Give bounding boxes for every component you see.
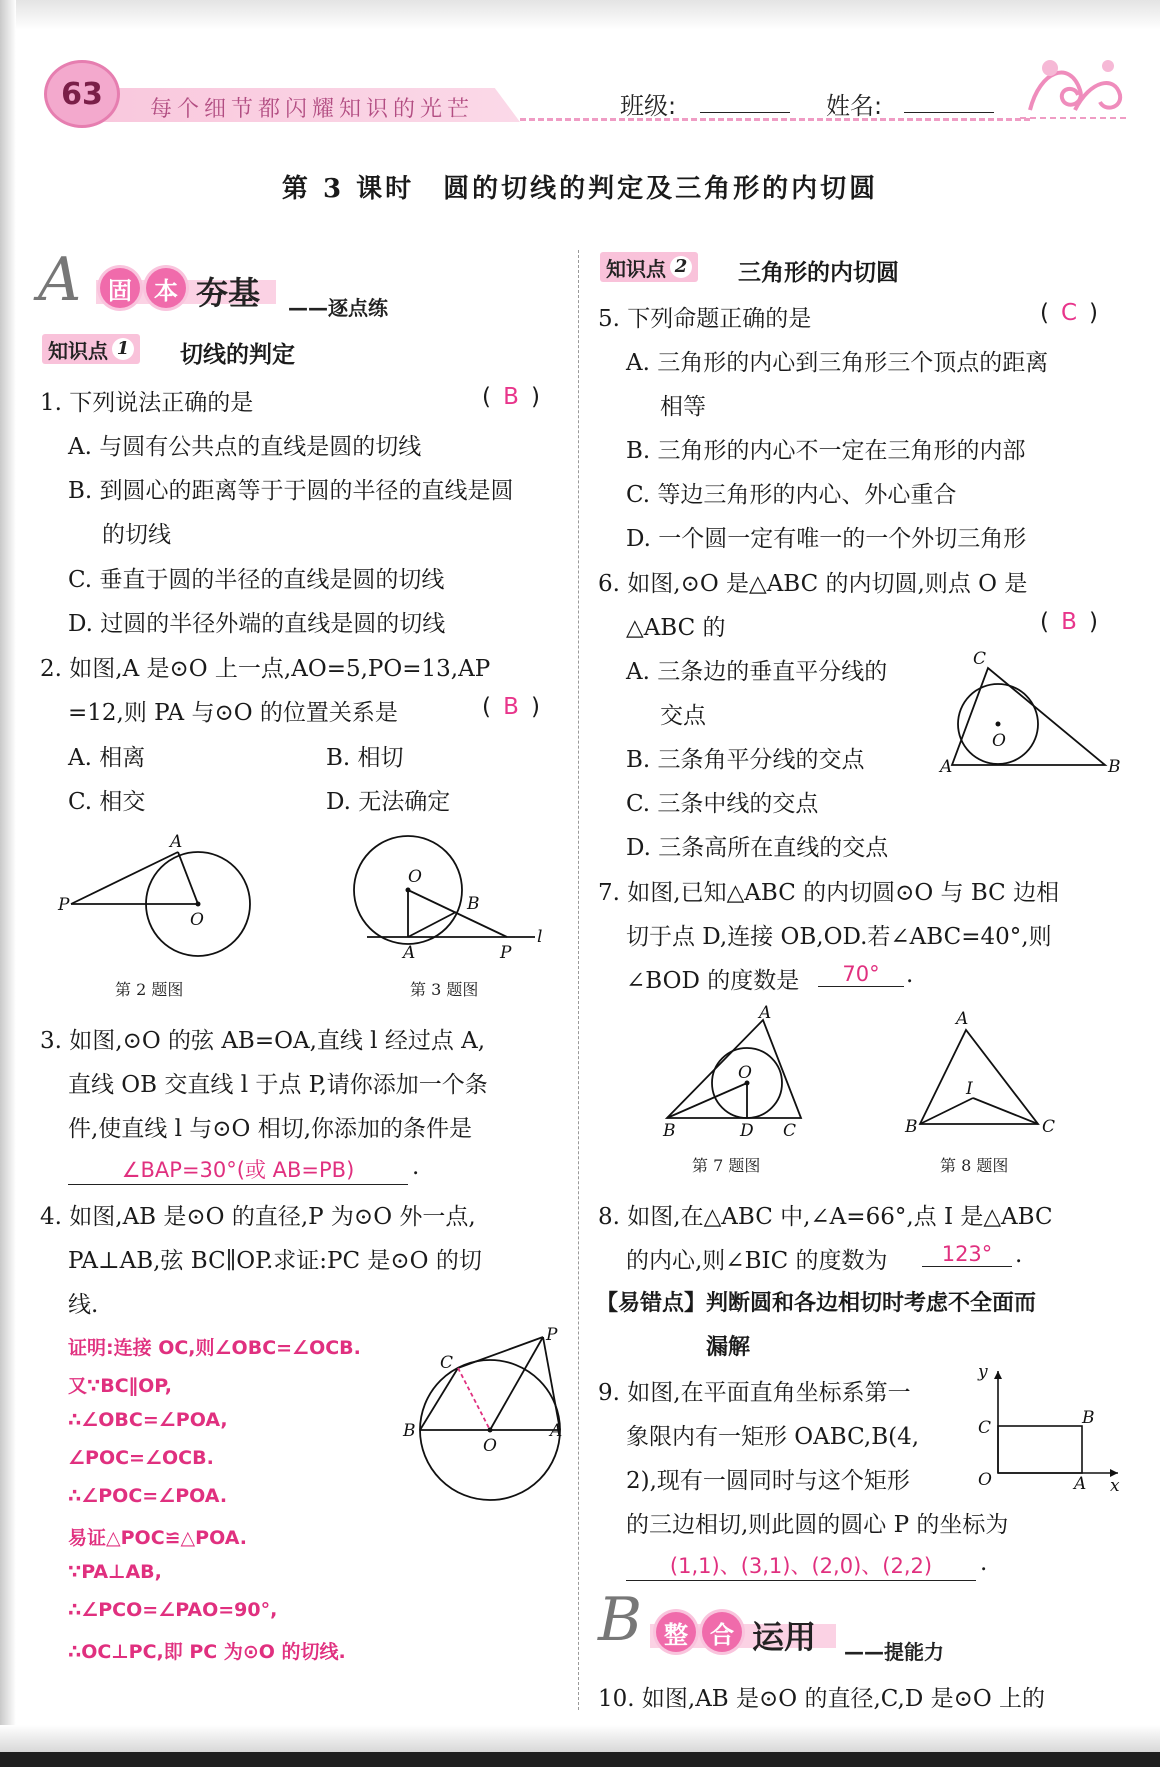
q1-option-a: A. 与圆有公共点的直线是圆的切线 — [68, 434, 422, 460]
name-label: 姓名: — [826, 92, 883, 120]
section-b-letter: B — [598, 1585, 643, 1655]
q5-answer: ( C ) — [1040, 300, 1098, 326]
svg-text:C: C — [973, 649, 987, 669]
column-divider — [578, 250, 579, 1710]
svg-text:A: A — [170, 832, 183, 852]
svg-text:P: P — [546, 1325, 558, 1345]
q3-line1: 3. 如图,⊙O 的弦 AB=OA,直线 l 经过点 A, — [40, 1028, 486, 1054]
header-dashed-line — [520, 118, 1030, 121]
q10-line1: 10. 如图,AB 是⊙O 的直径,C,D 是⊙O 上的 — [598, 1686, 1046, 1712]
svg-text:O: O — [483, 1436, 497, 1456]
kp1-tag-text: 知识点 — [48, 338, 108, 363]
svg-text:P: P — [58, 895, 70, 915]
section-a-letter: A — [38, 245, 82, 315]
q5-option-a-cont: 相等 — [660, 394, 706, 420]
svg-text:O: O — [738, 1063, 752, 1083]
figure-3 — [345, 818, 555, 968]
q6-line2: △ABC 的 — [626, 615, 726, 641]
q4-proof-line: 易证△POC≌△POA. — [68, 1527, 248, 1549]
q8-answer: 123° — [922, 1242, 1012, 1267]
page-number: 63 — [44, 60, 120, 128]
svg-text:I: I — [966, 1079, 973, 1099]
q3-answer: ∠BAP=30°(或 AB=PB) — [68, 1154, 408, 1185]
q5-answer-value: C — [1060, 300, 1078, 326]
svg-text:A: A — [759, 1003, 772, 1023]
svg-text:B: B — [663, 1121, 676, 1141]
figure-6 — [940, 650, 1130, 780]
svg-text:P: P — [500, 943, 512, 963]
figure-8-caption: 第 8 题图 — [940, 1156, 1009, 1175]
svg-text:A: A — [956, 1009, 969, 1029]
q9-line1: 9. 如图,在平面直角坐标系第一 — [598, 1380, 911, 1406]
q4-line3: 线. — [68, 1292, 99, 1318]
svg-text:A: A — [1074, 1474, 1087, 1494]
q2-answer-value: B — [503, 694, 519, 720]
q4-proof-line: 又∵BC∥OP, — [68, 1375, 172, 1397]
q2-option-a: A. 相离 — [68, 745, 146, 771]
q2-line2: =12,则 PA 与⊙O 的位置关系是 — [68, 700, 398, 726]
svg-text:D: D — [740, 1121, 754, 1141]
page-shadow-left — [0, 0, 16, 1767]
q7-end: . — [906, 962, 914, 988]
kp1-title: 切线的判定 — [180, 342, 295, 368]
q6-option-a-cont: 交点 — [660, 703, 706, 729]
q7-answer: 70° — [818, 962, 904, 987]
q4-line2: PA⊥AB,弦 BC∥OP.求证:PC 是⊙O 的切 — [68, 1248, 482, 1274]
section-b-char2: 合 — [702, 1612, 742, 1652]
q3-line3: 件,使直线 l 与⊙O 相切,你添加的条件是 — [68, 1116, 473, 1142]
q1-stem: 1. 下列说法正确的是 — [40, 390, 254, 416]
svg-text:A: A — [403, 943, 416, 963]
warning-line2: 漏解 — [706, 1335, 751, 1360]
bottom-bar — [0, 1752, 1160, 1767]
figure-4 — [395, 1322, 565, 1502]
class-label: 班级: — [620, 92, 677, 120]
q6-option-b: B. 三条角平分线的交点 — [626, 747, 865, 773]
q6-answer: ( B ) — [1040, 609, 1098, 635]
figure-9 — [970, 1362, 1120, 1496]
q2-option-c: C. 相交 — [68, 789, 146, 815]
q2-line1: 2. 如图,A 是⊙O 上一点,AO=5,PO=13,AP — [40, 656, 491, 682]
svg-text:B: B — [1082, 1408, 1095, 1428]
q1-answer-value: B — [503, 384, 519, 410]
svg-text:A: A — [550, 1421, 563, 1441]
figure-8 — [900, 1010, 1070, 1140]
section-b-subtitle: ——提能力 — [844, 1640, 944, 1664]
svg-text:B: B — [905, 1117, 918, 1137]
svg-text:y: y — [978, 1362, 988, 1382]
q4-proof-line: ∵PA⊥AB, — [68, 1561, 162, 1583]
q4-proof-line: ∠POC=∠OCB. — [68, 1447, 214, 1469]
q6-answer-value: B — [1061, 609, 1077, 635]
svg-text:O: O — [408, 867, 422, 887]
q4-proof-line: ∴∠PCO=∠PAO=90°, — [68, 1599, 278, 1621]
kp2-num: 2 — [670, 256, 692, 278]
kp2-title: 三角形的内切圆 — [738, 260, 899, 286]
q3-line2: 直线 OB 交直线 l 于点 P,请你添加一个条 — [68, 1072, 488, 1098]
section-a-char1: 固 — [100, 268, 140, 308]
q2-option-b: B. 相切 — [326, 745, 404, 771]
section-a-char2: 本 — [146, 268, 186, 308]
flourish-icon — [1020, 50, 1130, 130]
q9-line2: 象限内有一矩形 OABC,B(4, — [626, 1424, 920, 1450]
svg-text:C: C — [440, 1353, 454, 1373]
q5-option-b: B. 三角形的内心不一定在三角形的内部 — [626, 438, 1026, 464]
q9-line4: 的三边相切,则此圆的圆心 P 的坐标为 — [626, 1512, 1009, 1538]
section-a-subtitle: ——逐点练 — [288, 296, 388, 320]
svg-text:x: x — [1110, 1476, 1120, 1496]
figure-2 — [55, 832, 265, 962]
warning-line1: 【易错点】判断圆和各边相切时考虑不全面而 — [596, 1291, 1037, 1316]
q9-end: . — [980, 1550, 988, 1576]
q7-line2: 切于点 D,连接 OB,OD.若∠ABC=40°,则 — [626, 924, 1052, 950]
svg-text:O: O — [992, 731, 1006, 751]
svg-text:C: C — [1042, 1117, 1056, 1137]
q8-end: . — [1015, 1242, 1023, 1268]
q6-option-d: D. 三条高所在直线的交点 — [626, 835, 889, 861]
q8-line1: 8. 如图,在△ABC 中,∠A=66°,点 I 是△ABC — [598, 1204, 1053, 1230]
svg-text:C: C — [978, 1418, 992, 1438]
q5-option-a: A. 三角形的内心到三角形三个顶点的距离 — [626, 350, 1049, 376]
q5-option-c: C. 等边三角形的内心、外心重合 — [626, 482, 957, 508]
svg-text:l: l — [537, 927, 543, 947]
svg-text:O: O — [978, 1470, 992, 1490]
svg-text:A: A — [940, 757, 953, 777]
q1-option-b-cont: 的切线 — [102, 522, 171, 548]
class-field[interactable] — [700, 112, 790, 113]
svg-text:B: B — [403, 1421, 416, 1441]
section-b-char1: 整 — [656, 1612, 696, 1652]
page-shadow-top — [0, 0, 1160, 30]
q3-end: . — [412, 1154, 420, 1180]
q2-answer: ( B ) — [482, 694, 540, 720]
q5-stem: 5. 下列命题正确的是 — [598, 306, 812, 332]
section-a-title: 夯基 — [196, 274, 261, 312]
svg-text:C: C — [783, 1121, 797, 1141]
header-motto: 每个细节都闪耀知识的光芒 — [150, 97, 475, 122]
q7-line3: ∠BOD 的度数是 — [626, 968, 800, 994]
kp2-tag-text: 知识点 — [606, 256, 666, 281]
kp2-tag — [600, 252, 698, 282]
q1-option-b: B. 到圆心的距离等于于圆的半径的直线是圆 — [68, 478, 514, 504]
svg-text:B: B — [1108, 757, 1121, 777]
q4-line1: 4. 如图,AB 是⊙O 的直径,P 为⊙O 外一点, — [40, 1204, 476, 1230]
figure-7 — [655, 1003, 825, 1141]
q4-proof-line: 证明:连接 OC,则∠OBC=∠OCB. — [68, 1337, 361, 1359]
q4-proof-line: ∴OC⊥PC,即 PC 为⊙O 的切线. — [68, 1641, 346, 1663]
q1-answer: ( B ) — [482, 384, 540, 410]
figure-3-caption: 第 3 题图 — [410, 980, 479, 999]
q2-option-d: D. 无法确定 — [326, 789, 451, 815]
q6-option-c: C. 三条中线的交点 — [626, 791, 819, 817]
q8-line2: 的内心,则∠BIC 的度数为 — [626, 1248, 888, 1274]
lesson-title: 第 3 课时 圆的切线的判定及三角形的内切圆 — [281, 174, 879, 204]
q9-line3: 2),现有一圆同时与这个矩形 — [626, 1468, 910, 1494]
q1-option-c: C. 垂直于圆的半径的直线是圆的切线 — [68, 567, 445, 593]
q7-line1: 7. 如图,已知△ABC 的内切圆⊙O 与 BC 边相 — [598, 880, 1060, 906]
figure-7-caption: 第 7 题图 — [692, 1156, 761, 1175]
kp1-tag — [42, 334, 140, 364]
svg-text:B: B — [467, 894, 480, 914]
page-shadow-bottom — [0, 1725, 1160, 1752]
kp1-num: 1 — [112, 338, 134, 360]
figure-2-caption: 第 2 题图 — [115, 980, 184, 999]
q1-option-d: D. 过圆的半径外端的直线是圆的切线 — [68, 611, 446, 637]
section-b-title: 运用 — [752, 1618, 817, 1656]
q4-proof-line: ∴∠POC=∠POA. — [68, 1485, 228, 1507]
q4-proof-line: ∴∠OBC=∠POA, — [68, 1409, 228, 1431]
q6-line1: 6. 如图,⊙O 是△ABC 的内切圆,则点 O 是 — [598, 571, 1028, 597]
name-field[interactable] — [904, 112, 994, 113]
q5-option-d: D. 一个圆一定有唯一的一个外切三角形 — [626, 526, 1027, 552]
q9-answer: (1,1)、(3,1)、(2,0)、(2,2) — [626, 1550, 976, 1581]
svg-text:O: O — [190, 910, 204, 930]
q6-option-a: A. 三条边的垂直平分线的 — [626, 659, 888, 685]
